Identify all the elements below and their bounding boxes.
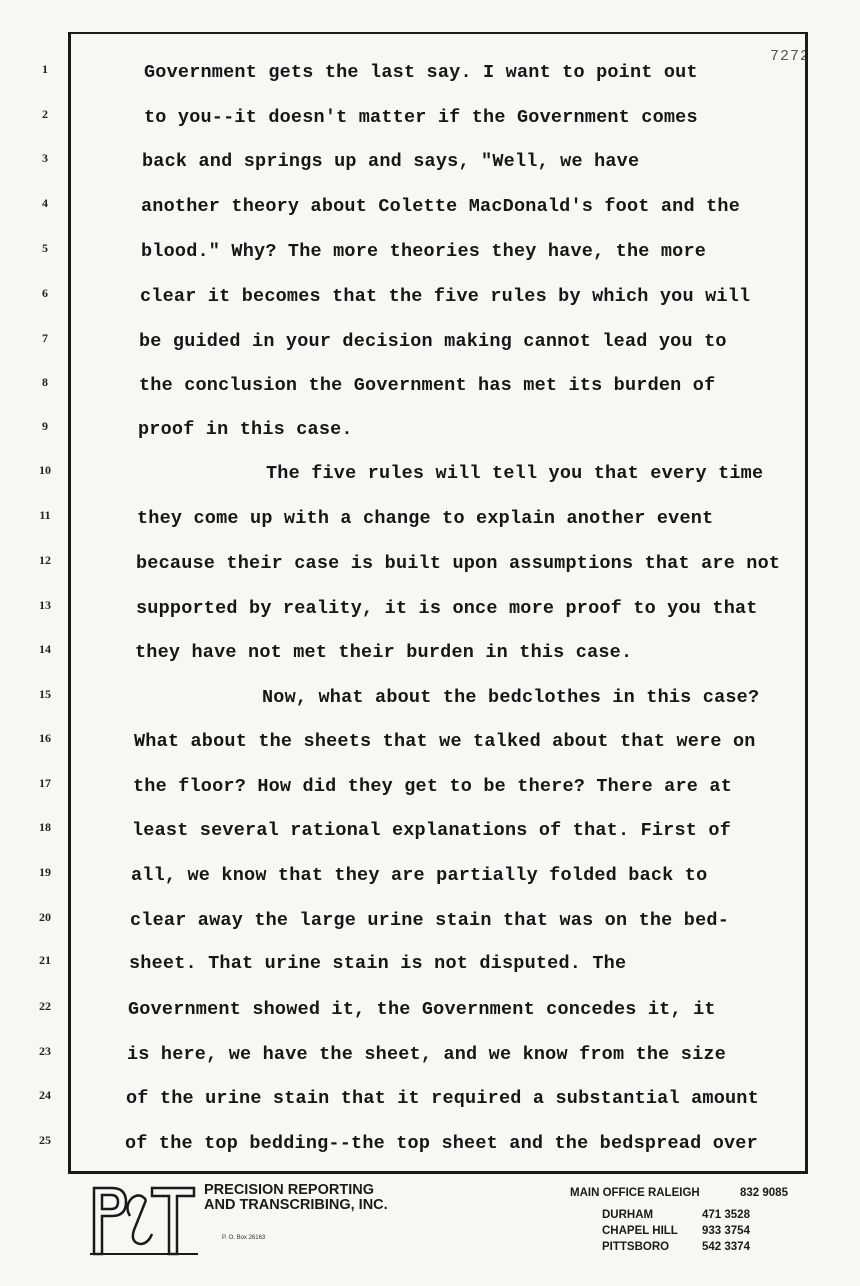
transcript-line: they come up with a change to explain another event (137, 508, 714, 529)
company-name-line-2: AND TRANSCRIBING, INC. (204, 1197, 388, 1213)
line-number: 5 (42, 241, 48, 255)
company-name-line-1: PRECISION REPORTING (204, 1182, 374, 1198)
line-number: 18 (39, 820, 51, 834)
line-number: 12 (39, 553, 51, 567)
line-number: 21 (39, 953, 51, 967)
company-address: P. O. Box 26163 (222, 1235, 266, 1241)
office-city: DURHAM (602, 1209, 654, 1221)
office-city: PITTSBORO (602, 1241, 670, 1253)
transcript-line: they have not met their burden in this case. (135, 642, 633, 663)
line-number: 7 (42, 331, 48, 345)
page-number: 7272 (770, 48, 811, 65)
transcript-line: Government gets the last say. I want to point out (144, 62, 698, 83)
company-name (204, 1183, 388, 1213)
line-number: 11 (39, 508, 51, 522)
office-city: CHAPEL HILL (602, 1225, 678, 1237)
line-number: 19 (39, 865, 51, 879)
line-number: 13 (39, 598, 51, 612)
transcript-line: another theory about Colette MacDonald's foot and the (141, 196, 740, 217)
line-number: 1 (42, 62, 48, 76)
line-number: 25 (39, 1133, 51, 1147)
transcript-line: all, we know that they are partially folded back to (131, 865, 708, 886)
transcript-line: least several rational explanations of that. First of (132, 820, 731, 841)
line-number: 2 (42, 107, 48, 121)
transcript-line: of the top bedding--the top sheet and the bedspread over (125, 1133, 758, 1154)
line-number: 15 (39, 687, 51, 701)
line-number: 22 (39, 999, 51, 1013)
line-number: 10 (39, 463, 51, 477)
line-number-column (0, 0, 66, 1180)
line-number: 20 (39, 910, 51, 924)
line-number: 6 (42, 286, 48, 300)
transcript-line: supported by reality, it is once more proof to you that (136, 598, 758, 619)
line-number: 17 (39, 776, 51, 790)
transcript-line: is here, we have the sheet, and we know from the size (127, 1044, 726, 1065)
transcript-line: blood." Why? The more theories they have, the more (141, 241, 707, 262)
line-number: 9 (42, 419, 48, 433)
transcript-line: because their case is built upon assumptions that are not (136, 553, 781, 574)
transcript-line: the floor? How did they get to be there? There are at (133, 776, 732, 797)
transcript-line: be guided in your decision making cannot lead you to (139, 331, 727, 352)
transcript-line: The five rules will tell you that every time (266, 463, 764, 484)
office-phone: 542 3374 (702, 1241, 750, 1253)
line-number: 3 (42, 151, 48, 165)
transcript-line: the conclusion the Government has met its burden of (139, 375, 716, 396)
transcript-line: clear away the large urine stain that was on the bed- (130, 910, 729, 931)
transcript-line: Now, what about the bedclothes in this case? (262, 687, 760, 708)
transcript-line: of the urine stain that it required a substantial amount (126, 1088, 759, 1109)
transcript-line: clear it becomes that the five rules by which you will (140, 286, 751, 307)
line-number: 24 (39, 1088, 51, 1102)
office-phone: 471 3528 (702, 1209, 750, 1221)
transcript-line: Government showed it, the Government concedes it, it (128, 999, 716, 1020)
transcript-line: What about the sheets that we talked about that were on (134, 731, 756, 752)
line-number: 23 (39, 1044, 51, 1058)
line-number: 8 (42, 375, 48, 389)
line-number: 4 (42, 196, 48, 210)
transcript-line: to you--it doesn't matter if the Government comes (144, 107, 698, 128)
company-logo (90, 1182, 198, 1256)
transcript-line: proof in this case. (138, 419, 353, 440)
line-number: 14 (39, 642, 51, 656)
transcript-line: back and springs up and says, "Well, we have (142, 151, 640, 172)
office-phone: 832 9085 (740, 1187, 788, 1199)
office-city: MAIN OFFICE RALEIGH (570, 1187, 700, 1199)
office-phone: 933 3754 (702, 1225, 750, 1237)
line-number: 16 (39, 731, 51, 745)
transcript-line: sheet. That urine stain is not disputed. The (129, 953, 627, 974)
